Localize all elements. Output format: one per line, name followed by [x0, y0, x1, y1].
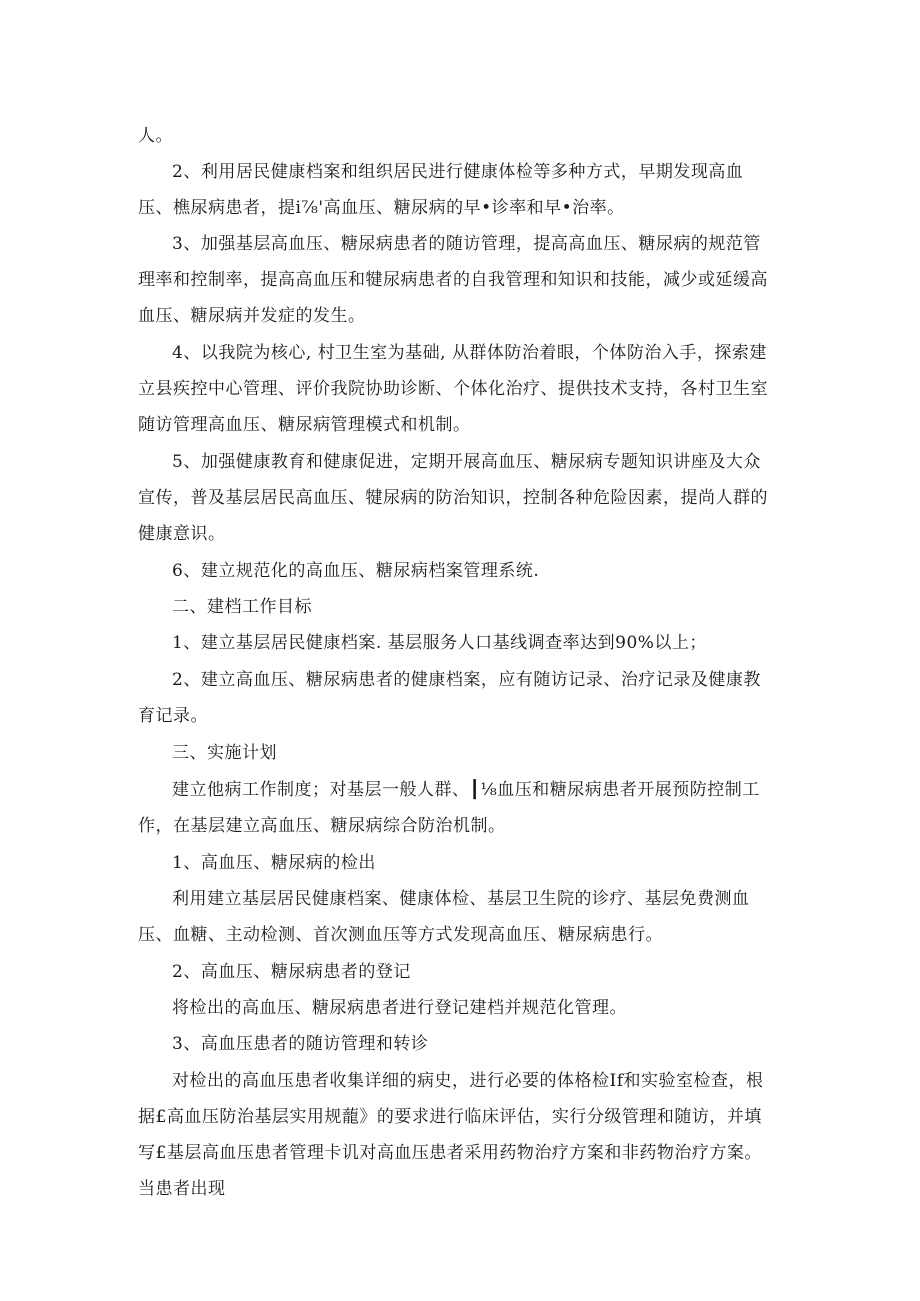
section-heading-3: 三、实施计划: [172, 743, 277, 763]
subheading-detection: 1、高血压、糖尿病的检出: [172, 853, 376, 873]
registration-paragraph: 将检出的高血压、糖尿病患者进行登记建档并规范化管理。: [172, 998, 627, 1018]
followup-paragraph: 对检出的高血压患者收集详细的病史，进行必要的体格检If和实验室检查，根据£高血压防治基层实用规蘢》的要求进行临床评估，实行分级管理和随访，并填写£基层高血压患者管理卡讥对高血压患者采用药物治疗方案和非药物治疗方案。当患者出现: [138, 1071, 764, 1199]
paragraph-item-5: 5、加强健康教育和健康促进，定期开展高血压、糖尿病专题知识讲座及大众宣传，普及基层居民高血压、犍尿病的防治知识，控制各种危险因素，提尚人群的健康意识。: [138, 452, 768, 544]
paragraph-item-2: 2、利用居民健康档案和组织居民进行健康体检等多种方式，早期发现高血压、樵尿病患者，提i⅞'高血压、糖尿病的早•诊率和早•治率。: [138, 162, 744, 218]
detection-paragraph: 利用建立基层居民健康档案、健康体检、基层卫生院的诊疗、基层免费测血压、血糖、主动检测、首次测血压等方式发现高血压、糖尿病患行。: [138, 889, 750, 945]
subheading-registration: 2、高血压、糖尿病患者的登记: [172, 962, 411, 982]
paragraph-item-6: 6、建立规范化的高血压、糖尿病档案管理系统.: [172, 561, 540, 581]
subheading-followup: 3、高血压患者的随访管理和转诊: [172, 1034, 429, 1054]
paragraph-continuation: 人。: [138, 126, 173, 146]
plan-intro-paragraph: 建立他病工作制度；对基层一般人群、┃⅛血压和糖尿病患者开展预防控制工作，在基层建立高血压、糖尿病综合防治机制。: [138, 780, 760, 836]
section-heading-2: 二、建档工作目标: [172, 597, 312, 617]
goal-item-2: 2、建立高血压、糖尿病患者的健康档案，应有随访记录、治疗记录及健康教育记录。: [138, 670, 761, 726]
paragraph-item-3: 3、加强基层高血压、糖尿病患者的随访管理，提高高血压、糖尿病的规范管理率和控制率，提高高血压和犍尿病患者的自我管理和知识和技能，减少或延缓高血压、糖尿病并发症的发生。: [138, 234, 768, 326]
goal-item-1: 1、建立基层居民健康档案. 基层服务人口基线调查率达到90%以上；: [172, 633, 707, 653]
paragraph-item-4: 4、以我院为核心, 村卫生室为基础, 从群体防治着眼，个体防治入手，探索建立县疾控中心管理、评价我院协助诊断、个体化治疗、提供技术支持，各村卫生室随访管理高血压、糖尿病管理模式和机制。: [138, 343, 768, 435]
